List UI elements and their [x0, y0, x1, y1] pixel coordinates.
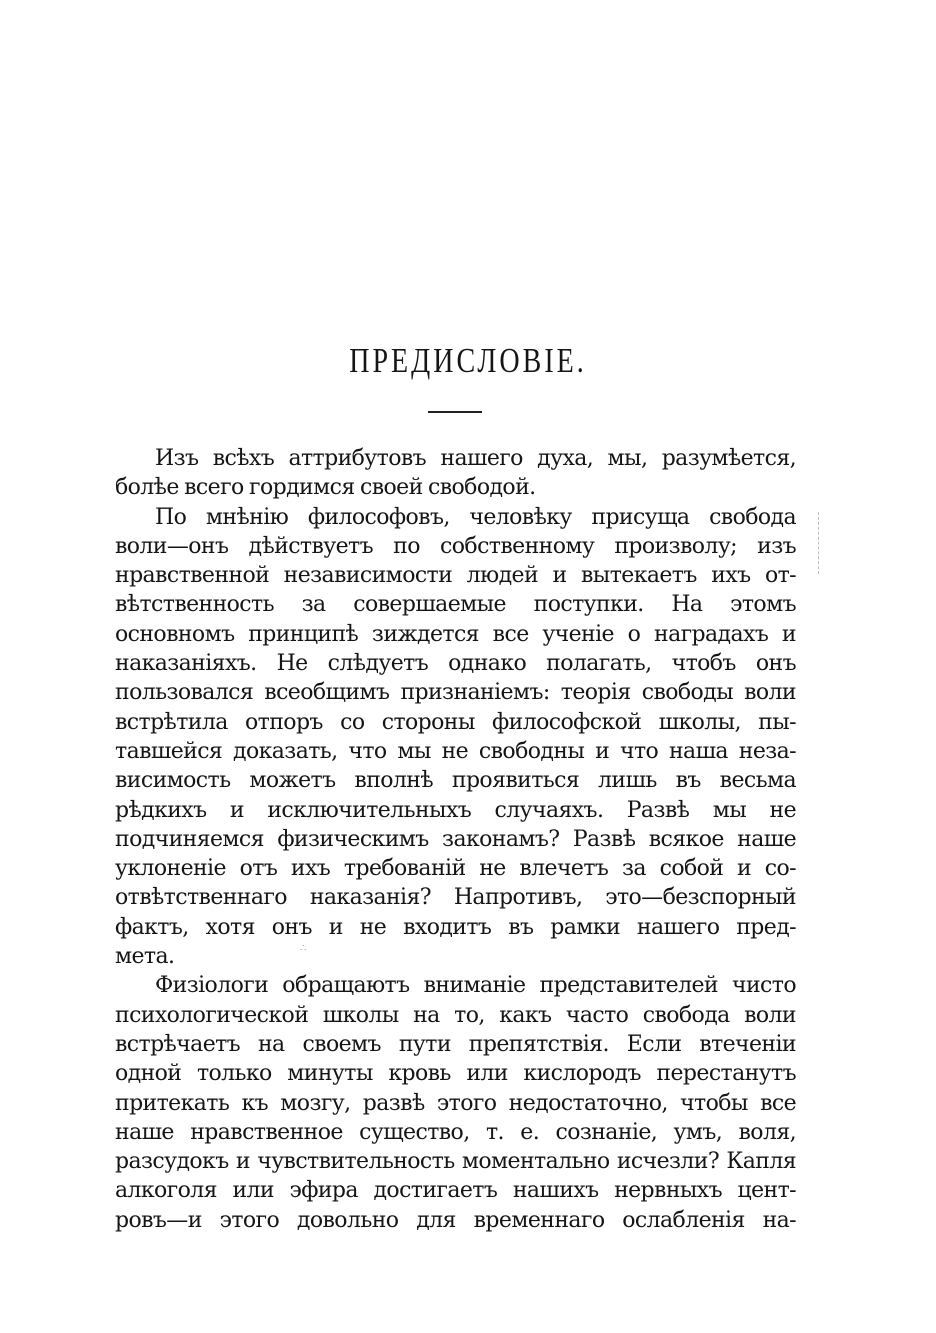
text-line: По мнѣнію философовъ, человѣку присуща свобода [155, 504, 796, 530]
text-line: мета. [115, 944, 175, 970]
text-line: вѣтственность за совершаемые поступки. На этомъ [115, 592, 796, 618]
ink-speck: ∴ [300, 943, 307, 954]
text-line: болѣе всего гордимся своей свободой. [115, 475, 536, 501]
text-line: фактъ, хотя онъ и не входитъ въ рамки нашего пред- [115, 914, 796, 940]
page-title: ПРЕДИСЛОВІЕ. [349, 342, 587, 381]
text-line: ровъ—и этого довольно для временнаго ослабленія на- [115, 1207, 796, 1233]
text-line: встрѣтила отпоръ со стороны философской школы, пы- [115, 709, 796, 735]
text-line: пользовался всеобщимъ признаніемъ: теорія свободы воли [115, 680, 796, 706]
text-line: висимость можетъ вполнѣ проявиться лишь въ весьма [115, 768, 796, 794]
text-line: притекать къ мозгу, развѣ этого недостаточно, чтобы все [115, 1090, 796, 1116]
text-line: воли—онъ дѣйствуетъ по собственному произволу; изъ [115, 533, 796, 559]
text-line: наше нравственное существо, т. е. сознаніе, умъ, воля, [115, 1119, 796, 1145]
preface-text [115, 444, 796, 1235]
text-line: разсудокъ и чувствительность моментально исчезли? Капля [115, 1149, 796, 1175]
text-line: встрѣчаетъ на своемъ пути препятствія. Если втеченіи [115, 1031, 796, 1057]
margin-pencil-mark [818, 512, 821, 574]
text-line: нравственной независимости людей и вытекаетъ ихъ от- [115, 563, 796, 589]
text-line: рѣдкихъ и исключительныхъ случаяхъ. Развѣ мы не [115, 797, 796, 823]
text-line: психологической школы на то, какъ часто свобода воли [115, 1002, 796, 1028]
text-line: алкоголя или эфира достигаетъ нашихъ нервныхъ цент- [115, 1178, 796, 1204]
text-line: основномъ принципѣ зиждется все ученіе о наградахъ и [115, 621, 796, 647]
text-line: Изъ всѣхъ аттрибутовъ нашего духа, мы, разумѣется, [155, 446, 796, 471]
text-line: одной только минуты кровь или кислородъ перестанутъ [115, 1061, 796, 1087]
text-line: тавшейся доказать, что мы не свободны и что наша неза- [115, 738, 796, 764]
text-line: Физіологи обращаютъ вниманіе представителей чисто [155, 973, 796, 999]
title-divider [428, 411, 482, 413]
text-line: уклоненіе отъ ихъ требованій не влечетъ за собой и со- [115, 856, 796, 882]
text-line: подчиняемся физическимъ законамъ? Развѣ всякое наше [115, 826, 796, 852]
text-line: отвѣтственнаго наказанія? Напротивъ, это—безспорный [115, 885, 796, 911]
text-line: наказаніяхъ. Не слѣдуетъ однако полагать, чтобъ онъ [115, 651, 796, 677]
